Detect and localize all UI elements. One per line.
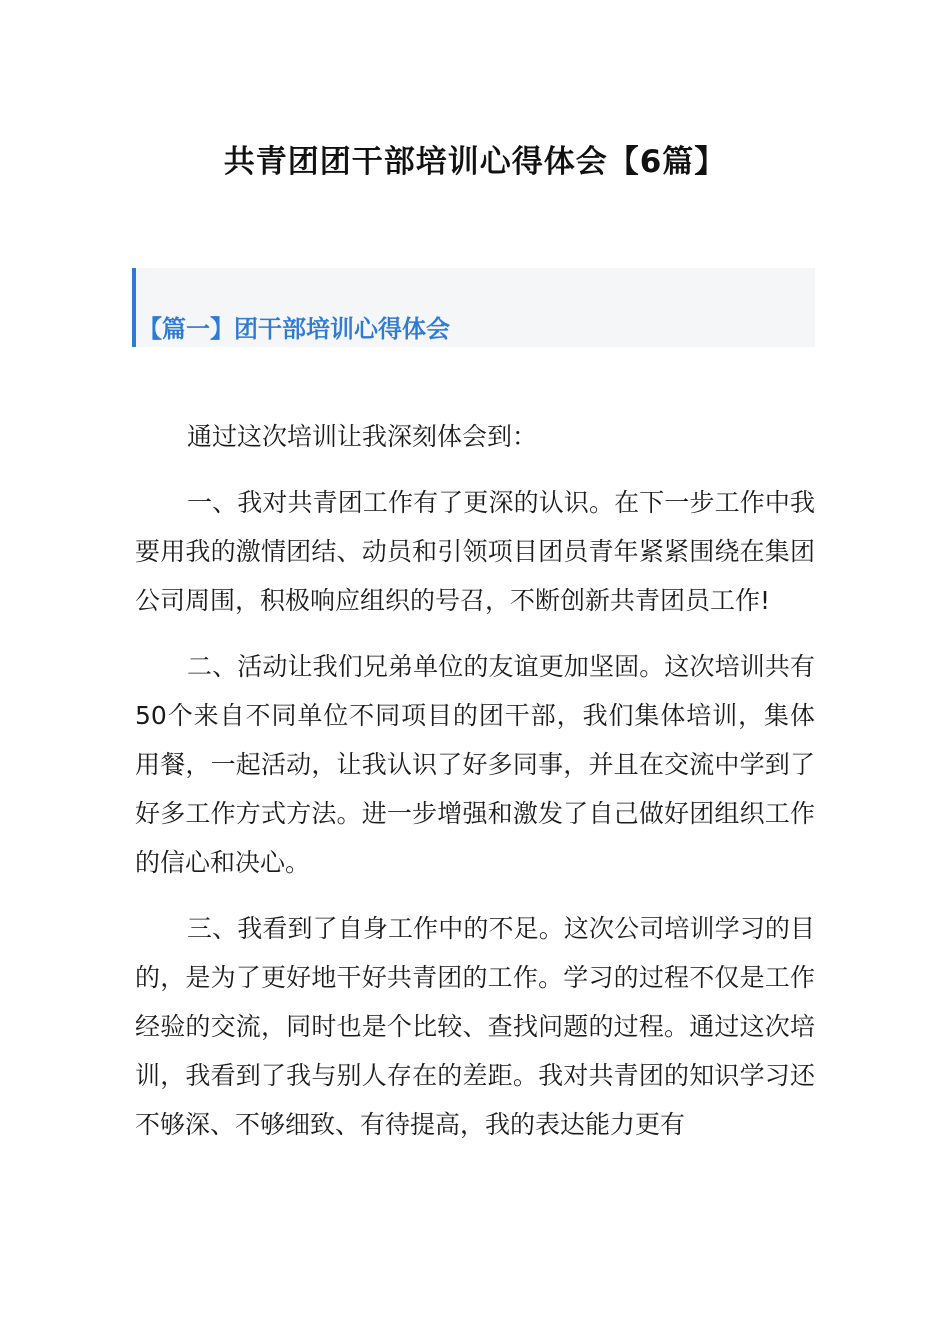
- paragraph-point-two: 二、活动让我们兄弟单位的友谊更加坚固。这次培训共有50个来自不同单位不同项目的团干部，我们集体培训，集体用餐，一起活动，让我认识了好多同事，并且在交流中学到了好多工作方式方法。进一步增强和激发了自己做好团组织工作的信心和决心。: [135, 652, 815, 877]
- section-accent-bar: [132, 268, 136, 347]
- section-header: [132, 268, 815, 347]
- paragraph-point-three: 三、我看到了自身工作中的不足。这次公司培训学习的目的，是为了更好地干好共青团的工作。学习的过程不仅是工作经验的交流，同时也是个比较、查找问题的过程。通过这次培训，我看到了我与别人存在的差距。我对共青团的知识学习还不够深、不够细致、有待提高，我的表达能力更有: [135, 914, 815, 1139]
- paragraph-intro: 通过这次培训让我深刻体会到：: [187, 422, 538, 451]
- paragraph-point-one: 一、我对共青团工作有了更深的认识。在下一步工作中我要用我的激情团结、动员和引领项目团员青年紧紧围绕在集团公司周围，积极响应组织的号召，不断创新共青团员工作!: [135, 488, 815, 615]
- document-title: 共青团团干部培训心得体会【6篇】: [223, 144, 727, 180]
- document-body: [135, 412, 815, 1166]
- section-title: 【篇一】团干部培训心得体会: [138, 315, 450, 343]
